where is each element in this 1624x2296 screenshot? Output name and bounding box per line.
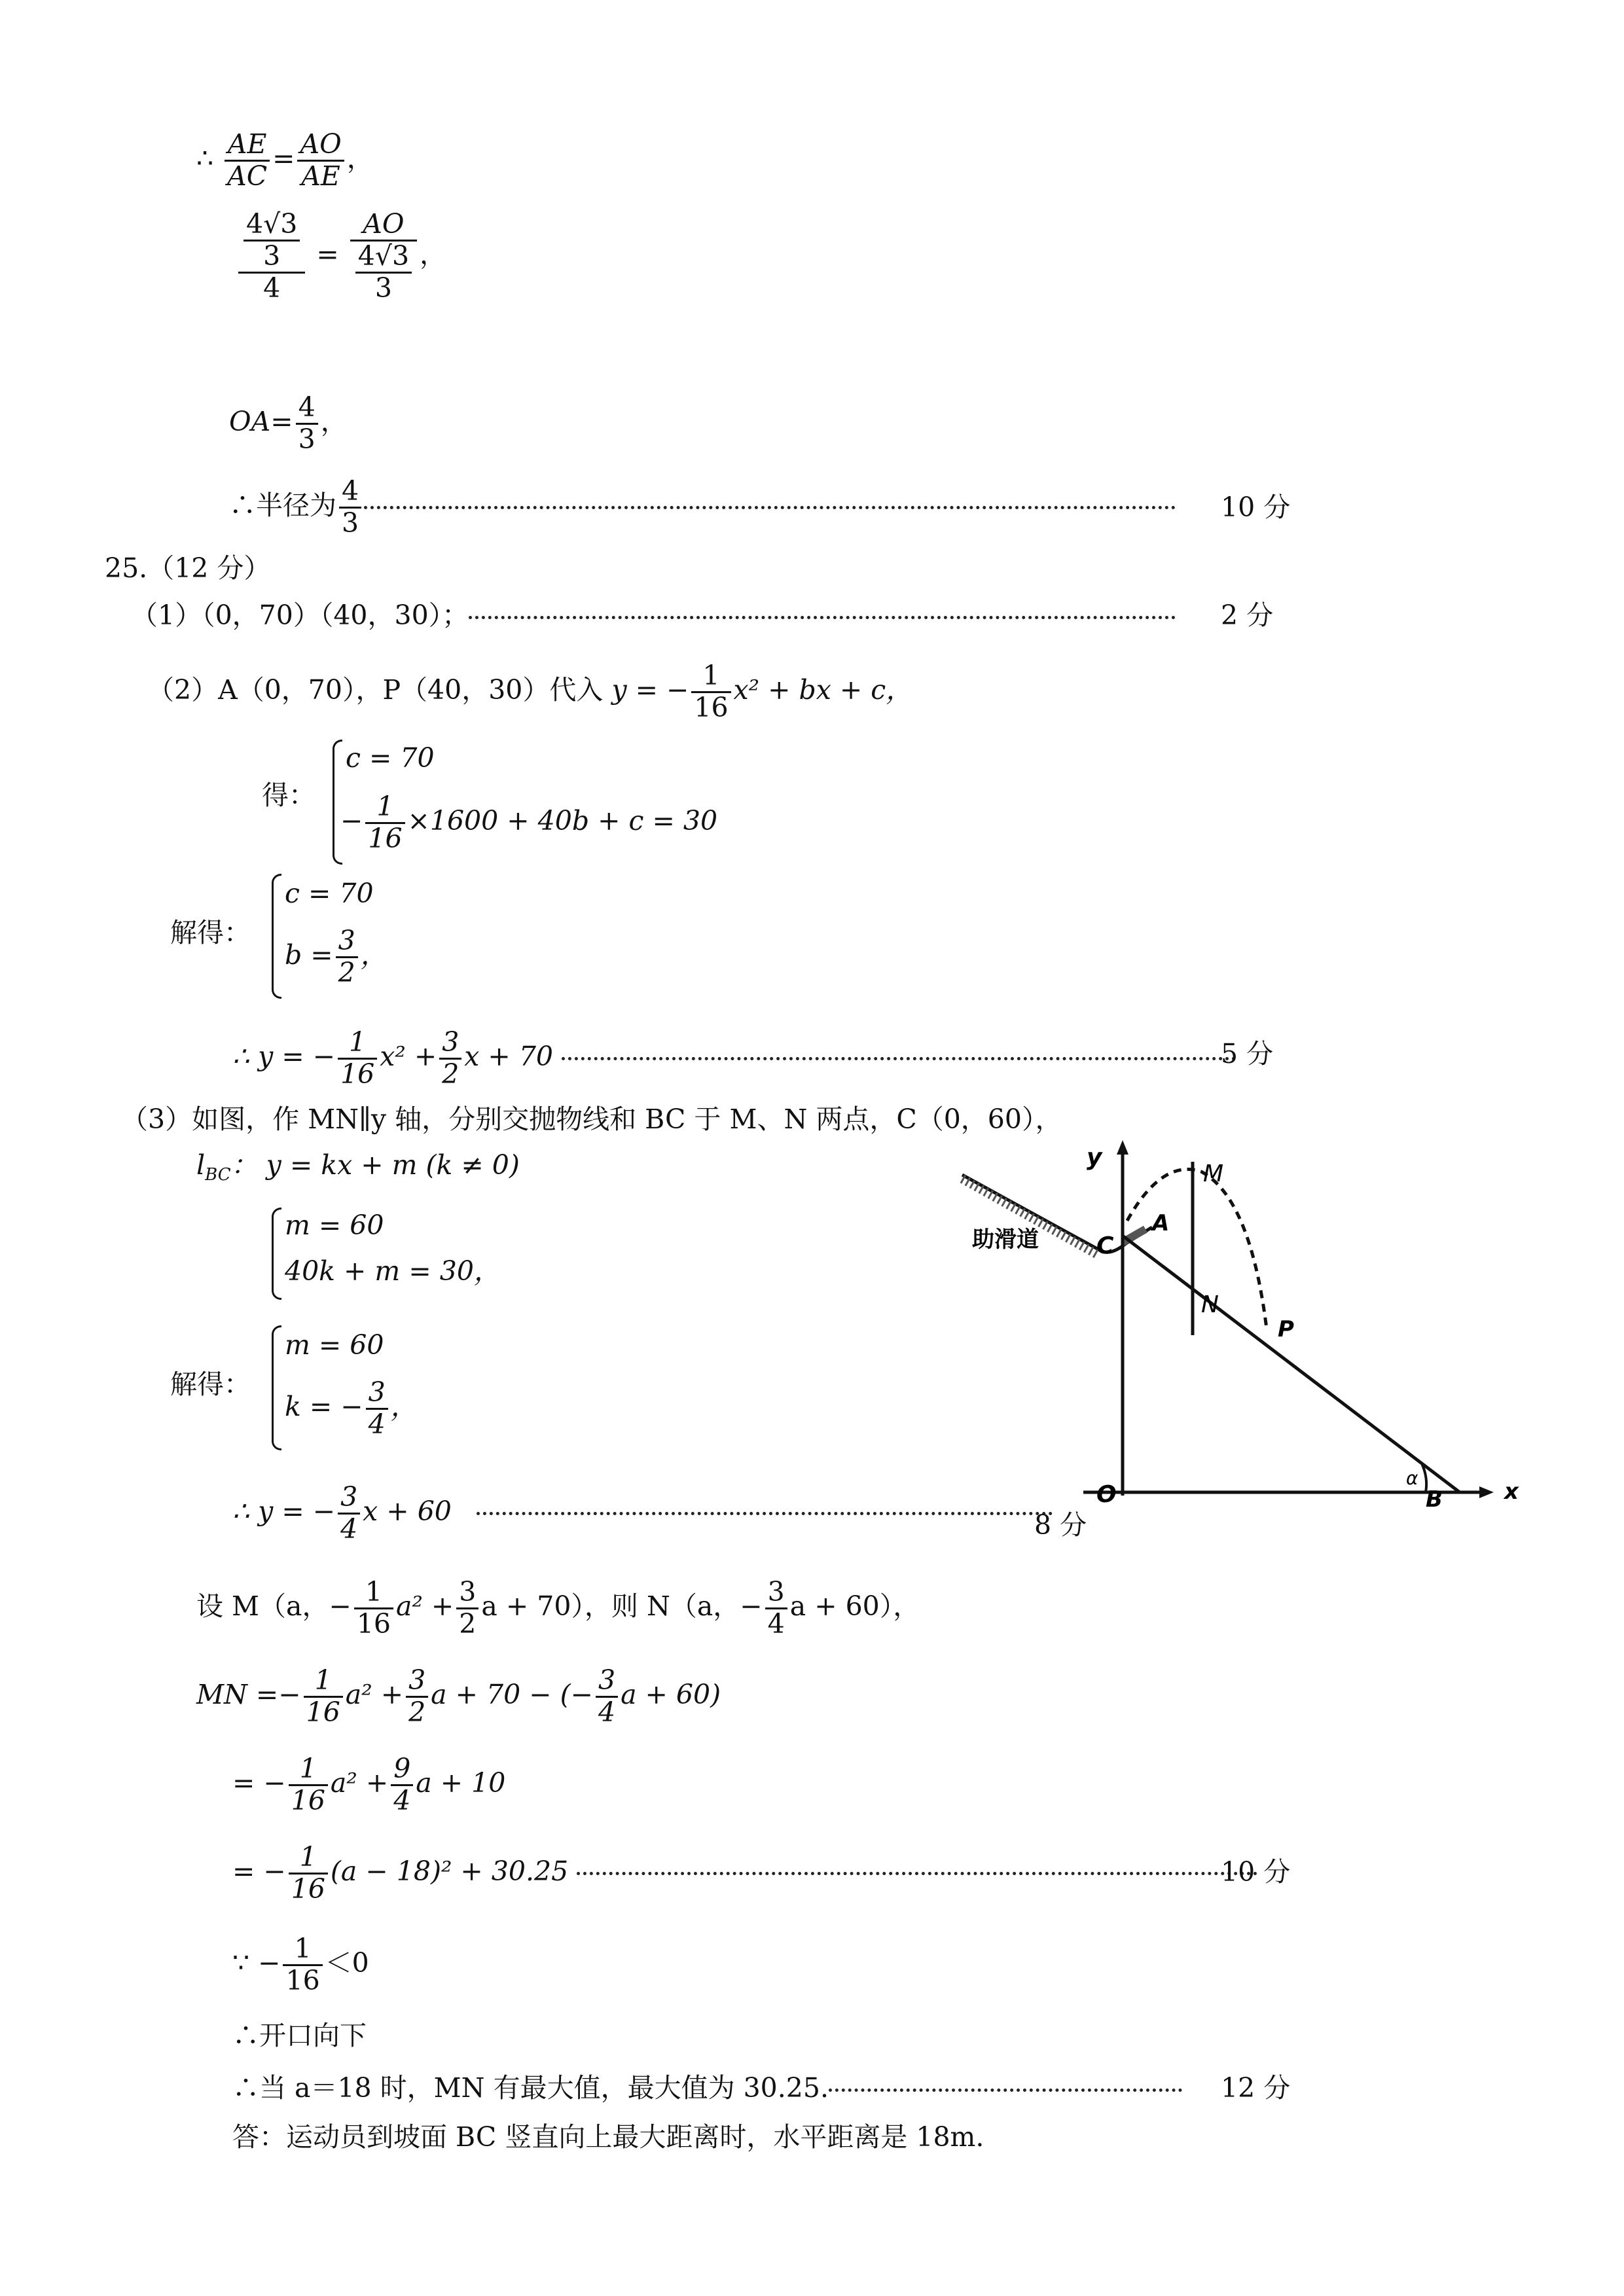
lbc-subscript: BC <box>205 1165 231 1185</box>
denominator: 4 <box>340 1513 358 1545</box>
denominator: 4 <box>598 1696 616 1728</box>
dot-leader <box>477 1512 1053 1515</box>
denominator: 16 <box>356 1607 391 1640</box>
term: (a − 18)² + 30.25 <box>330 1855 569 1887</box>
comma: ， <box>320 405 348 437</box>
denominator: AE <box>301 160 340 192</box>
fraction-9-4 <box>391 1754 413 1816</box>
numerator: AE <box>225 130 270 162</box>
numerator: 3 <box>406 1666 428 1698</box>
denominator: 3 <box>374 272 392 304</box>
denominator: 2 <box>338 956 355 988</box>
label-alpha: α <box>1406 1467 1418 1489</box>
oa-line <box>229 393 348 455</box>
right-compound-fraction <box>350 209 417 304</box>
fraction-1-16 <box>289 1842 328 1905</box>
left-compound-fraction <box>238 209 305 304</box>
label-c: C <box>1096 1232 1114 1259</box>
b-equals: b = <box>285 939 333 971</box>
therefore-symbol: ∴ <box>196 142 214 174</box>
q25-header: 25.（12 分） <box>105 552 271 584</box>
fraction-3-4 <box>338 1482 360 1545</box>
numerator: 3 <box>765 1577 787 1609</box>
sys1-tail: ×1600 + 40b + c = 30 <box>407 804 718 836</box>
label-p: P <box>1278 1316 1294 1342</box>
part1-text: （1）（0，70）（40，30）； <box>131 600 469 631</box>
numerator: 3 <box>336 926 358 958</box>
since-line <box>232 1934 369 1996</box>
score-8: 8 分 <box>1034 1509 1087 1541</box>
numerator: 1 <box>338 1028 377 1060</box>
y-equals: ∴ y = − <box>232 1040 336 1072</box>
numerator: 1 <box>691 661 731 693</box>
term: a + 60）， <box>789 1590 920 1622</box>
numerator: 4 <box>296 393 318 425</box>
term: a + 70 − (− <box>431 1678 593 1710</box>
fraction-1-16 <box>365 792 405 854</box>
term: a² + <box>330 1767 389 1799</box>
part3-line: （3）如图，作 MN∥y 轴，分别交抛物线和 BC 于 M、N 两点，C（0，60）， <box>121 1103 1062 1135</box>
label-a: A <box>1152 1210 1170 1236</box>
x-squared-term: x² + <box>380 1040 437 1072</box>
therefore-ae-line <box>196 130 374 192</box>
ramp-label: 助滑道 <box>972 1227 1039 1253</box>
score-5: 5 分 <box>1221 1038 1274 1069</box>
term: a + 70），则 N（a， <box>481 1590 740 1622</box>
solve-label: 解得： <box>170 917 251 948</box>
comma: ， <box>346 142 374 174</box>
term: a² + <box>345 1678 404 1710</box>
mn-line-3: = − $\frac{1}{16}$ (a − 18)² + 30.25 <box>232 1842 1257 1905</box>
dot-leader <box>829 2089 1182 2092</box>
part2-line <box>147 661 912 723</box>
equals: = <box>272 142 295 174</box>
denominator: 4 <box>368 1408 386 1440</box>
denominator: AC <box>227 160 268 192</box>
mn-line-1: MN =− $\frac{1}{16}$ a² + $\frac{3}{2}$ a + 70 − (− $\frac{3}{4}$ a + 60) <box>196 1664 721 1728</box>
since-tail: ＜0 <box>325 1946 369 1979</box>
left-denominator: 4 <box>263 272 281 304</box>
parabola-result-line <box>232 1028 1236 1090</box>
denominator: 16 <box>291 1784 325 1816</box>
inner-fraction <box>355 242 412 304</box>
k-equals: k = − <box>285 1390 363 1422</box>
denominator: 16 <box>285 1964 320 1996</box>
score-12: 12 分 <box>1221 2072 1291 2104</box>
fraction-1-16 <box>304 1666 343 1728</box>
denominator: 16 <box>340 1058 375 1090</box>
numerator: 1 <box>354 1577 393 1609</box>
denominator: 3 <box>298 423 316 455</box>
fraction-ao-ae <box>297 130 344 192</box>
denominator: 3 <box>342 507 359 539</box>
fraction-3-4 <box>366 1378 388 1440</box>
numerator: 4 <box>339 476 361 509</box>
right-numerator: AO <box>350 209 417 242</box>
sys2-line2: b = $\frac{3}{2}$ ， <box>285 925 388 988</box>
fraction-3-2 <box>456 1577 478 1640</box>
numerator: 4√3 <box>244 209 300 242</box>
term: a + 10 <box>416 1767 506 1799</box>
dot-leader <box>577 1872 1257 1875</box>
fraction-1-16 <box>691 661 731 723</box>
label-o: O <box>1096 1481 1117 1508</box>
term: a² + <box>396 1590 454 1622</box>
numerator: 3 <box>456 1577 478 1609</box>
result-tail: x + 70 <box>464 1040 553 1072</box>
fraction-3-4 <box>765 1577 787 1640</box>
radius-text: ∴半径为 <box>229 489 336 521</box>
equals: = <box>316 238 339 270</box>
score-10: 10 分 <box>1221 492 1291 523</box>
ski-jump-figure <box>956 1132 1532 1512</box>
sys2-line1: c = 70 <box>285 878 374 909</box>
sys4-line1: m = 60 <box>285 1329 384 1361</box>
lbc-label: l <box>196 1149 206 1181</box>
denominator: 16 <box>291 1873 325 1905</box>
sys3-line1: m = 60 <box>285 1210 384 1241</box>
fraction-3-4 <box>596 1666 618 1728</box>
max-value-line <box>232 2072 1182 2104</box>
numerator: 3 <box>596 1666 618 1698</box>
mn-label: MN = <box>196 1678 279 1710</box>
y-equals: y = − <box>611 673 689 706</box>
denominator: 2 <box>459 1607 477 1640</box>
numerator: 1 <box>283 1934 322 1966</box>
oa-label: OA <box>229 405 271 437</box>
parabola-trajectory <box>1127 1170 1267 1329</box>
solve-label-2: 解得： <box>170 1369 251 1400</box>
part1-line <box>131 602 1176 629</box>
compound-fraction-line <box>236 209 446 304</box>
x-axis-arrow <box>1479 1486 1494 1498</box>
comma: ， <box>420 238 447 270</box>
fraction-1-16 <box>289 1754 328 1816</box>
line-bc <box>1123 1236 1460 1492</box>
dot-leader <box>364 506 1176 509</box>
label-y: y <box>1087 1144 1102 1171</box>
denominator: 4 <box>393 1784 411 1816</box>
part2-text: （2）A（0，70），P（40，30）代入 <box>147 673 604 706</box>
numerator: 4√3 <box>355 242 412 274</box>
fraction-1-16 <box>354 1577 393 1640</box>
score-2: 2 分 <box>1221 600 1274 631</box>
denominator: 16 <box>306 1696 340 1728</box>
label-n: N <box>1201 1291 1219 1318</box>
sys4-line2: k = − $\frac{3}{4}$ ， <box>285 1376 418 1440</box>
fraction-1-16 <box>338 1028 377 1090</box>
minus: − <box>340 804 363 836</box>
left-numerator <box>238 209 305 274</box>
lbc-equation: ： y = kx + m (k ≠ 0) <box>230 1149 520 1181</box>
inner-fraction <box>244 209 300 272</box>
brace <box>272 874 281 999</box>
denominator: 4 <box>767 1607 785 1640</box>
sys1-line2 <box>340 792 717 854</box>
de-label: 得： <box>262 780 316 811</box>
label-x: x <box>1504 1479 1519 1505</box>
sys3-line2-text: 40k + m = 30 <box>285 1255 474 1287</box>
answer-line: 答：运动员到坡面 BC 竖直向上最大距离时，水平距离是 18m. <box>232 2121 984 2153</box>
mn-line-2: = − $\frac{1}{16}$ a² + $\frac{9}{4}$ a + 10 <box>232 1753 506 1816</box>
dot-leader <box>469 616 1176 619</box>
sys3-line2: 40k + m = 30， <box>285 1255 501 1287</box>
expression-tail: x² + bx + c， <box>733 673 913 706</box>
dot-leader <box>562 1057 1236 1060</box>
brace <box>272 1208 281 1300</box>
y-equals: ∴ y = − <box>232 1495 336 1527</box>
bc-result-line <box>232 1482 1053 1545</box>
numerator: 1 <box>304 1666 343 1698</box>
open-down-line: ∴开口向下 <box>232 2020 367 2051</box>
fraction-ae-ac <box>225 130 270 192</box>
sys1-line1: c = 70 <box>346 742 435 774</box>
numerator: 1 <box>289 1754 328 1786</box>
label-b: B <box>1426 1486 1443 1512</box>
score-10b: 10 分 <box>1221 1856 1291 1888</box>
numerator: 3 <box>366 1378 388 1410</box>
fraction-4-3 <box>339 476 361 539</box>
set-text: 设 M（a， <box>196 1590 329 1622</box>
denominator: 16 <box>368 822 403 854</box>
term: a + 60) <box>621 1678 721 1710</box>
lbc-line <box>196 1149 520 1185</box>
bc-tail: x + 60 <box>363 1495 452 1527</box>
set-mn-line: 设 M（a，− $\frac{1}{16}$ a² + $\frac{3}{2}$ a + 70），则 N（a，− $\frac{3}{4}$ a + 60）， <box>196 1576 920 1640</box>
radius-line <box>229 476 1176 539</box>
since-prefix: ∵ − <box>232 1946 281 1979</box>
numerator: 3 <box>439 1028 461 1060</box>
fraction-3-2 <box>439 1028 461 1090</box>
fraction-3-2 <box>406 1666 428 1728</box>
label-m: M <box>1203 1160 1224 1187</box>
denominator: 2 <box>408 1696 426 1728</box>
brace <box>272 1325 281 1450</box>
denominator: 16 <box>694 691 729 723</box>
numerator: 1 <box>365 792 405 824</box>
denominator: 2 <box>442 1058 460 1090</box>
numerator: 9 <box>391 1754 413 1786</box>
fraction-3-2 <box>336 926 358 988</box>
denominator: 3 <box>263 240 281 272</box>
numerator: AO <box>297 130 344 162</box>
right-denominator <box>350 242 417 304</box>
numerator: 3 <box>338 1482 360 1515</box>
y-axis-arrow <box>1117 1140 1128 1155</box>
fraction-1-16 <box>283 1934 322 1996</box>
fraction-4-3 <box>296 393 318 455</box>
max-value-text: ∴当 a＝18 时，MN 有最大值，最大值为 30.25. <box>232 2072 829 2104</box>
numerator: 1 <box>289 1842 328 1874</box>
equals: = <box>270 405 293 437</box>
